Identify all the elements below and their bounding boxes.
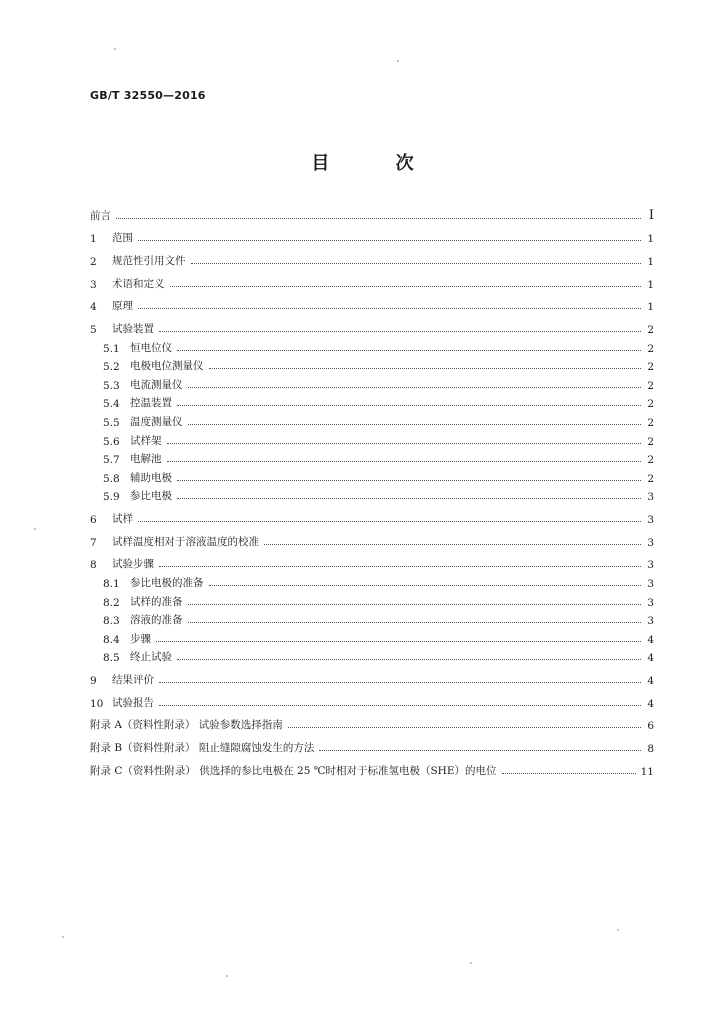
dot-leader: [116, 218, 641, 219]
toc-entry-page: 2: [647, 435, 654, 448]
toc-entry-number: 5.8: [103, 472, 120, 485]
toc-entry-number: 5.5: [103, 417, 120, 429]
toc-entry-title: 结果评价: [112, 674, 154, 687]
toc-entry[interactable]: [90, 714, 654, 733]
toc-entry-title: 电解池: [130, 453, 162, 466]
toc-entry[interactable]: [90, 466, 654, 485]
dot-leader: [159, 331, 641, 332]
dot-leader: [138, 308, 641, 309]
toc-entry-title: 温度测量仪: [130, 416, 183, 428]
toc-entry-page: 11: [640, 765, 654, 778]
toc-entry-number: 5.1: [103, 342, 120, 355]
toc-entry-title: 前言: [90, 209, 111, 222]
scan-speck: [34, 528, 36, 530]
toc-entry-number: 5.9: [103, 491, 120, 504]
toc-entry[interactable]: [90, 646, 654, 665]
toc-entry-page: Ⅰ: [648, 207, 654, 223]
toc-entry-number: 5.3: [103, 379, 120, 392]
scan-speck: [114, 48, 116, 50]
dot-leader: [188, 387, 642, 388]
dot-leader: [502, 773, 636, 774]
dot-leader: [177, 405, 641, 406]
dot-leader: [156, 641, 641, 642]
toc-entry[interactable]: [90, 590, 654, 609]
toc-entry-number: 7: [90, 536, 97, 549]
toc-entry[interactable]: [90, 249, 654, 268]
toc-entry-number: 8.1: [103, 578, 120, 591]
toc-entry-page: 2: [647, 379, 654, 392]
toc-entry-page: 3: [647, 578, 654, 591]
toc-entry-page: 4: [647, 652, 654, 665]
toc-entry-page: 3: [647, 491, 654, 504]
toc-entry-title: 电极电位测量仪: [130, 360, 204, 373]
toc-entry-number: 10: [90, 697, 104, 710]
dot-leader: [138, 521, 641, 522]
dot-leader: [138, 240, 641, 241]
toc-entry-number: 8.5: [103, 652, 120, 665]
toc-entry[interactable]: [90, 691, 654, 710]
dot-leader: [191, 263, 642, 264]
toc-entry-title: 溶液的准备: [130, 614, 183, 627]
dot-leader: [188, 604, 642, 605]
toc-entry-title: 试验步骤: [112, 558, 154, 571]
toc-entry[interactable]: [90, 295, 654, 314]
toc-entry-page: 3: [647, 559, 654, 572]
toc-entry-title: 范围: [112, 232, 133, 245]
dot-leader: [159, 705, 641, 706]
toc-entry-title: 试样: [112, 513, 133, 526]
toc-entry-title: 附录 C（资料性附录） 供选择的参比电极在 25 ℃时相对于标准氢电极（SHE）的电位: [90, 764, 497, 777]
toc-entry[interactable]: [90, 355, 654, 374]
toc-entry-number: 3: [90, 278, 97, 291]
scan-speck: [470, 962, 472, 964]
dot-leader: [177, 659, 641, 660]
toc-entry-number: 4: [90, 301, 97, 314]
toc-entry-page: 4: [647, 675, 654, 688]
toc-entry-number: 5.4: [103, 398, 120, 411]
toc-entry-title: 原理: [112, 300, 133, 313]
standard-code: GB/T 32550—2016: [90, 89, 206, 102]
toc-entry-title: 试样架: [130, 434, 162, 447]
scan-speck: [62, 936, 64, 938]
toc-entry-number: 9: [90, 675, 97, 688]
toc-entry-number: 5.6: [103, 435, 120, 448]
toc-entry[interactable]: [90, 429, 654, 448]
toc-entry-page: 1: [647, 255, 654, 268]
toc-entry-title: 规范性引用文件: [112, 254, 186, 267]
toc-entry-title: 辅助电极: [130, 471, 172, 484]
toc-entry-page: 3: [647, 596, 654, 609]
dot-leader: [188, 424, 642, 425]
toc-entry[interactable]: [90, 317, 654, 336]
toc-entry-title: 参比电极的准备: [130, 577, 204, 590]
toc-entry-title: 电流测量仪: [130, 378, 183, 391]
toc-entry-page: 1: [647, 233, 654, 246]
dot-leader: [264, 544, 641, 545]
toc-entry-title: 术语和定义: [112, 277, 165, 290]
dot-leader: [159, 566, 641, 567]
scan-speck: [397, 60, 399, 62]
toc-entry-title: 试样温度相对于溶液温度的校准: [112, 535, 259, 548]
toc-entry-number: 8.4: [103, 633, 120, 646]
toc-entry-page: 4: [647, 697, 654, 710]
toc-entry-title: 试验装置: [112, 323, 154, 336]
toc-entry-number: 5.2: [103, 361, 120, 374]
toc-entry-page: 4: [647, 633, 654, 646]
scan-speck: [617, 929, 619, 931]
toc-entry-number: 8.3: [103, 615, 120, 628]
toc-entry-title: 试验报告: [112, 696, 154, 709]
toc-entry[interactable]: [90, 507, 654, 526]
toc-entry-page: 2: [647, 324, 654, 337]
toc-entry-page: 2: [647, 472, 654, 485]
toc-entry[interactable]: [90, 272, 654, 291]
toc-entry-page: 2: [647, 342, 654, 355]
toc-entry-number: 8: [90, 559, 97, 572]
dot-leader: [159, 682, 641, 683]
toc-entry-title: 参比电极: [130, 490, 172, 503]
toc-entry-page: 2: [647, 417, 654, 429]
toc-entry-page: 3: [647, 615, 654, 628]
toc-entry[interactable]: [90, 609, 654, 628]
toc-entry[interactable]: [90, 485, 654, 504]
toc-entry-title: 试样的准备: [130, 595, 183, 608]
toc-entry[interactable]: [90, 669, 654, 688]
toc-entry[interactable]: [90, 373, 654, 392]
toc-entry[interactable]: [90, 227, 654, 246]
toc-entry[interactable]: [90, 448, 654, 467]
toc-entry[interactable]: [90, 336, 654, 355]
toc-entry-number: 2: [90, 255, 97, 268]
toc-entry-number: 5.7: [103, 454, 120, 467]
toc-entry-number: 6: [90, 514, 97, 527]
toc-entry-title: 附录 A（资料性附录） 试验参数选择指南: [90, 719, 283, 732]
toc-entry[interactable]: [90, 410, 654, 429]
dot-leader: [209, 585, 642, 586]
toc-entry-page: 6: [647, 720, 654, 733]
dot-leader: [170, 286, 642, 287]
table-of-contents: [90, 204, 654, 778]
toc-entry-number: 8.2: [103, 596, 120, 609]
toc-entry[interactable]: [90, 571, 654, 590]
toc-entry-page: 2: [647, 454, 654, 467]
toc-entry[interactable]: [90, 759, 654, 778]
toc-entry[interactable]: [90, 392, 654, 411]
toc-entry-title: 控温装置: [130, 397, 172, 410]
dot-leader: [319, 750, 641, 751]
toc-entry-page: 1: [647, 301, 654, 314]
toc-entry-page: 1: [647, 278, 654, 291]
toc-entry[interactable]: [90, 204, 654, 223]
scan-speck: [226, 975, 228, 977]
dot-leader: [177, 480, 641, 481]
dot-leader: [288, 727, 641, 728]
dot-leader: [188, 622, 642, 623]
dot-leader: [177, 498, 641, 499]
toc-entry[interactable]: [90, 737, 654, 756]
toc-entry-title: 步骤: [130, 632, 151, 645]
dot-leader: [209, 368, 642, 369]
toc-entry[interactable]: [90, 553, 654, 572]
dot-leader: [167, 443, 642, 444]
toc-entry-title: 终止试验: [130, 651, 172, 664]
toc-entry-title: 附录 B（资料性附录） 阻止缝隙腐蚀发生的方法: [90, 742, 315, 755]
dot-leader: [167, 461, 642, 462]
toc-entry-number: 1: [90, 233, 97, 246]
toc-entry-page: 8: [647, 743, 654, 756]
toc-entry-page: 2: [647, 361, 654, 374]
toc-entry-title: 恒电位仪: [130, 341, 172, 354]
toc-entry[interactable]: [90, 627, 654, 646]
toc-entry-page: 3: [647, 536, 654, 549]
toc-entry-number: 5: [90, 324, 97, 337]
dot-leader: [177, 350, 641, 351]
toc-entry[interactable]: [90, 530, 654, 549]
toc-entry-page: 2: [647, 398, 654, 411]
toc-entry-page: 3: [647, 514, 654, 527]
toc-title: 目 次: [311, 153, 444, 174]
